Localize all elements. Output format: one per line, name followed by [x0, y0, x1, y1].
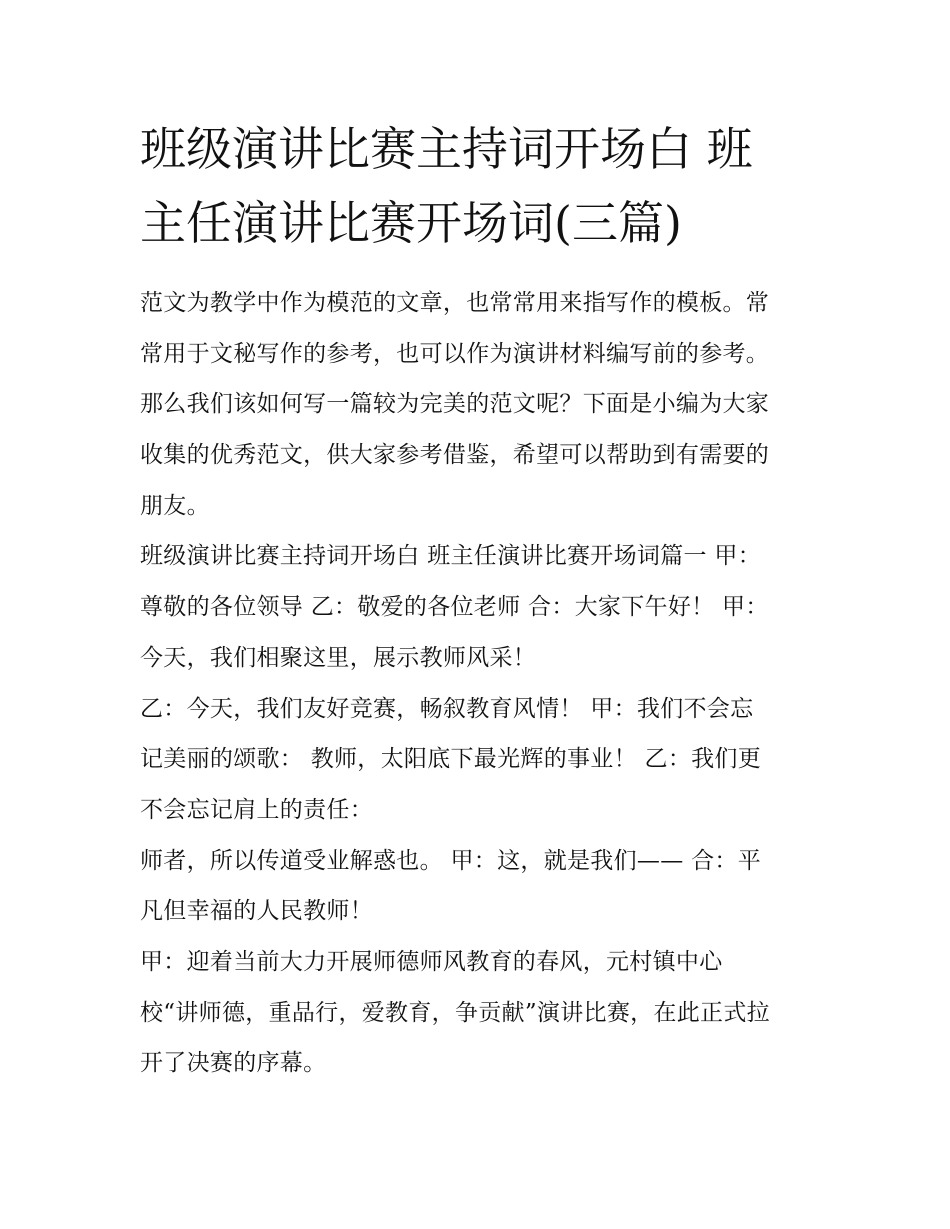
body-line: 班级演讲比赛主持词开场白 班主任演讲比赛开场词篇一 甲： [140, 543, 762, 570]
title-line-2: 主任演讲比赛开场词(三篇) [140, 196, 682, 250]
body-line: 开了决赛的序幕。 [140, 1050, 327, 1077]
body-line: 收集的优秀范文，供大家参考借鉴，希望可以帮助到有需要的 [140, 442, 770, 469]
body-line: 校“讲师德，重品行，爱教育，争贡献”演讲比赛，在此正式拉 [140, 999, 770, 1026]
body-line: 尊敬的各位领导 乙：敬爱的各位老师 合：大家下午好！ 甲： [140, 594, 769, 621]
body-line: 范文为教学中作为模范的文章，也常常用来指写作的模板。常 [140, 290, 770, 316]
body-line: 乙：今天，我们友好竞赛，畅叙教育风情！ 甲：我们不会忘 [140, 695, 754, 722]
body-line: 不会忘记肩上的责任： [140, 796, 373, 823]
body-line: 常用于文秘写作的参考，也可以作为演讲材料编写前的参考。 [140, 340, 770, 367]
document-title [140, 112, 820, 260]
document-body [140, 278, 830, 1089]
body-line: 师者，所以传道受业解惑也。 甲：这，就是我们—— 合：平 [140, 847, 762, 874]
body-line: 甲：迎着当前大力开展师德师风教育的春风，元村镇中心 [140, 948, 723, 975]
body-line: 记美丽的颂歌： 教师，太阳底下最光辉的事业！ 乙：我们更 [140, 746, 762, 773]
body-line: 今天，我们相聚这里，展示教师风采！ [140, 644, 537, 671]
body-line: 朋友。 [140, 492, 210, 519]
body-line: 那么我们该如何写一篇较为完美的范文呢？下面是小编为大家 [140, 391, 770, 418]
body-line: 凡但幸福的人民教师！ [140, 898, 373, 925]
title-line-1: 班级演讲比赛主持词开场白 班 [140, 122, 753, 176]
